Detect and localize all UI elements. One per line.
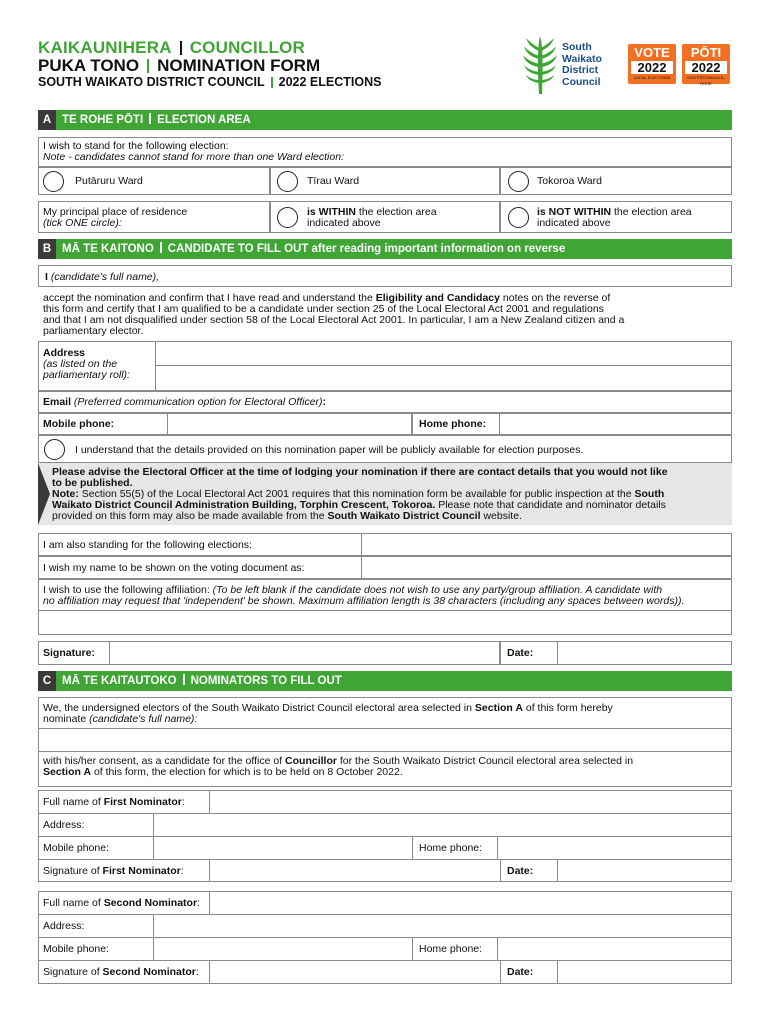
poti-2022-badge: PŌTI 2022 NGĀ PŌTITANGA Ā-ROHE	[682, 44, 730, 84]
first-nominator-name-field[interactable]: Full name of First Nominator:	[39, 791, 731, 814]
residence-label-cell: My principal place of residence (tick ONE circle):	[38, 201, 270, 233]
council-logo-text: South Waikato District Council	[562, 41, 602, 88]
first-nominator-home-field[interactable]: Home phone:	[413, 837, 731, 860]
section-b-header: B MĀ TE KAITONO CANDIDATE TO FILL OUT after reading important information on reverse	[38, 239, 732, 259]
second-nominator-address-field[interactable]: Address:	[39, 915, 731, 938]
second-nominator-name-field[interactable]: Full name of Second Nominator:	[39, 892, 731, 915]
putaruru-radio[interactable]	[43, 171, 64, 192]
putaruru-label: Putāruru Ward	[75, 175, 143, 187]
second-nominator-signature-field[interactable]: Signature of Second Nominator:	[39, 961, 501, 984]
address-block: Address (as listed on the parliamentary roll):	[38, 341, 732, 391]
section-a-header: A TE ROHE PŌTI ELECTION AREA	[38, 110, 732, 130]
second-nominator-mobile-field[interactable]: Mobile phone:	[39, 938, 413, 961]
second-nominator-date-field[interactable]: Date:	[501, 961, 731, 984]
first-nominator-date-field[interactable]: Date:	[501, 860, 731, 882]
affiliation-field[interactable]: I wish to use the following affiliation: (To be left blank if the candidate does not wish to use any party/group affiliation. A candidate with no affiliation may request that 'independent' be shown. Maximum affiliation length is 38 characters (including any spaces between words)).	[38, 579, 732, 635]
residence-within-option[interactable]: is WITHIN the election area indicated above	[270, 201, 500, 233]
council-logo	[522, 34, 614, 96]
address-input-line-1[interactable]	[155, 342, 732, 366]
nomination-statement: We, the undersigned electors of the South Waikato District Council electoral area selected in Section A of this form hereby nominate (candidate's full name): with his/her consent, as a candidate for the office of Councillor for the South Waikato District Council electoral area selected in Section A of this form, the election for which is to be held on 8 October 2022.	[38, 697, 732, 787]
publicly-available-checkbox[interactable]	[44, 439, 65, 460]
address-input-line-2[interactable]	[155, 366, 732, 391]
fern-icon	[522, 34, 560, 96]
publicly-available-option[interactable]: I understand that the details provided on this nomination paper will be publicly available for election purposes.	[38, 435, 732, 463]
tirau-label: Tīrau Ward	[307, 175, 360, 187]
candidate-date-field[interactable]: Date:	[500, 641, 732, 665]
title-separator	[147, 59, 149, 73]
first-nominator-block	[38, 790, 732, 882]
residence-notwithin-option[interactable]: is NOT WITHIN the election area indicated above	[500, 201, 732, 233]
also-standing-field[interactable]: I am also standing for the following elections:	[38, 533, 732, 556]
title-line-2: PUKA TONO NOMINATION FORM	[38, 56, 321, 75]
ward-option-tirau[interactable]	[270, 167, 500, 195]
title-line-3: SOUTH WAIKATO DISTRICT COUNCIL 2022 ELECTIONS	[38, 75, 382, 89]
second-nominator-block	[38, 891, 732, 984]
within-radio[interactable]	[277, 207, 298, 228]
title-separator	[180, 41, 182, 55]
election-intro: I wish to stand for the following election: Note - candidates cannot stand for more than one Ward election:	[38, 137, 732, 167]
tokoroa-label: Tokoroa Ward	[537, 175, 602, 187]
ward-option-putaruru[interactable]	[38, 167, 270, 195]
vote-2022-badge: VOTE 2022 LOCAL ELECTIONS	[628, 44, 676, 84]
mobile-phone-field[interactable]: Mobile phone:	[38, 413, 412, 435]
first-nominator-mobile-field[interactable]: Mobile phone:	[39, 837, 413, 860]
declaration-text: accept the nomination and confirm that I have read and understand the Eligibility and Candidacy notes on the reverse of this form and certify that I am qualified to be a candidate under section 25 of the Local Electoral Act 2001 and regulations and that I am not disqualified under section 58 of the Local Electoral Act 2001. In particular, I am a New Zealand citizen and a parliamentary elector.	[43, 292, 625, 337]
email-field[interactable]: Email (Preferred communication option for Electoral Officer):	[38, 391, 732, 413]
candidate-name-field[interactable]: I (candidate's full name),	[38, 265, 732, 287]
first-nominator-signature-field[interactable]: Signature of First Nominator:	[39, 860, 501, 882]
nominee-name-input[interactable]	[39, 728, 731, 752]
tokoroa-radio[interactable]	[508, 171, 529, 192]
privacy-notice: Please advise the Electoral Officer at the time of lodging your nomination if there are contact details that you would not like to be published. Note: Section 55(5) of the Local Electoral Act 2001 requires that this nomination form be available for public inspection at the South Waikato District Council Administration Building, Torphin Crescent, Tokoroa. Please note that candidate and nominator details provided on this form may also be made available from the South Waikato District Council website.	[38, 463, 732, 525]
ward-option-tokoroa[interactable]	[500, 167, 732, 195]
tirau-radio[interactable]	[277, 171, 298, 192]
not-within-radio[interactable]	[508, 207, 529, 228]
section-c-header: C MĀ TE KAITAUTOKO NOMINATORS TO FILL OUT	[38, 671, 732, 691]
home-phone-field[interactable]: Home phone:	[412, 413, 732, 435]
title-line-1: KAIKAUNIHERA COUNCILLOR	[38, 38, 306, 57]
second-nominator-home-field[interactable]: Home phone:	[413, 938, 731, 961]
candidate-signature-field[interactable]: Signature:	[38, 641, 500, 665]
title-separator	[271, 77, 273, 88]
first-nominator-address-field[interactable]: Address:	[39, 814, 731, 837]
notice-arrow-icon	[38, 463, 50, 525]
name-shown-field[interactable]: I wish my name to be shown on the voting document as:	[38, 556, 732, 579]
